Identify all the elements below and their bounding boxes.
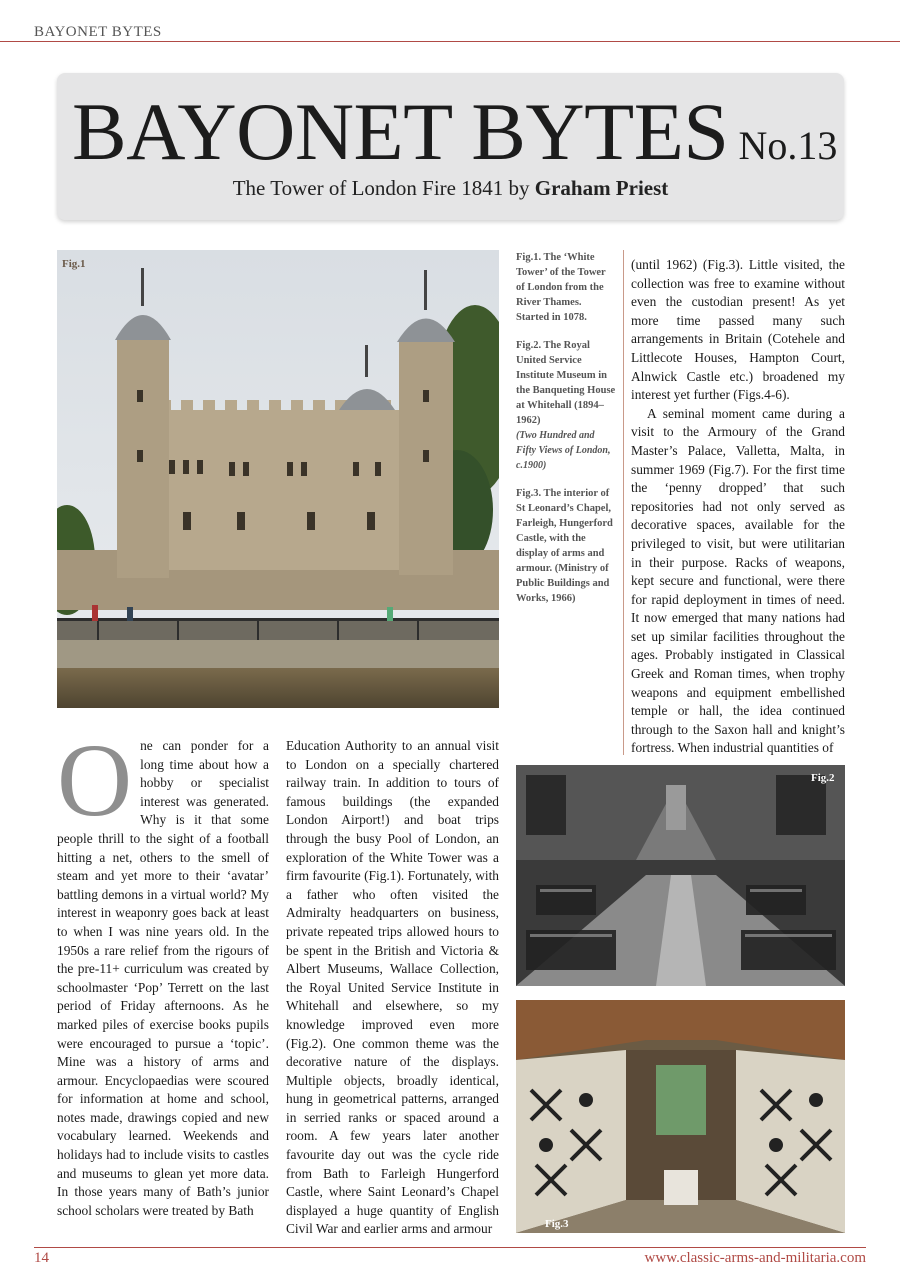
col1-paragraph: ne can ponder for a long time about how a hobby or specialist interest was generated. Why is it that some people thrill to the sight of a football hitting a net, others to the smell of steam and yet more to their ‘avatar’ battling demons in a virtual world? My interest in weaponry goes back at least to when I was nine years old. In the 1950s a rare relief from the rigours of the pre-11+ curriculum was created by schoolmaster ‘Pop’ Terrett on the last period of Friday afternoons. As he marked piles of exercise books pupils were encouraged to pursue a ‘topic’. Mine was a history of arms and armour. Encyclopaedias were scoured for information at home and school, notes made, drawings copied and new vocabulary learned. Weekends and holidays had to include visits to castles and museums to glean yet more data. In those years many of Bath’s junior school scholars were treated by Bath: [57, 738, 269, 1218]
museum-interior-image: [516, 765, 845, 986]
author-name: Graham Priest: [534, 176, 669, 200]
footer-rule: [34, 1247, 866, 1248]
fig3-photo: [516, 1000, 845, 1233]
white-tower-image: [57, 250, 499, 708]
page-title: [72, 85, 837, 179]
fig2-photo: [516, 765, 845, 986]
figure-captions: [516, 250, 616, 619]
col3-paragraph-2: A seminal moment came during a visit to the Armoury of the Grand Master’s Palace, Valletta, Malta, in summer 1969 (Fig.7). For the first time the ‘penny dropped’ that such repositories had not only served as decorative spaces, available for the privileged to visit, but were utilitarian in their purpose. Racks of weapons, kept secure and functional, were there for rapid deployment in times of need. It now emerged that many nations had set up similar facilities throughout the ages. Probably instigated in Classical Greek and Roman times, when trophy weapons and equipment embellished temple or hall, the idea continued through to the Saxon hall and knight’s fortress. When industrial quantities of: [631, 405, 845, 756]
title-text: BAYONET BYTES: [72, 86, 729, 177]
drop-cap: O: [57, 723, 133, 838]
subtitle: [57, 176, 844, 201]
website-link[interactable]: www.classic-arms-and-militaria.com: [644, 1250, 866, 1266]
header-rule: [0, 41, 900, 42]
fig3-label: Fig.3: [545, 1218, 569, 1230]
fig2-credit: (Two Hundred and Fifty Views of London, c.1900): [516, 430, 611, 471]
col2-paragraph: Education Authority to an annual visit to London on a specially chartered railway train. In addition to tours of famous buildings (the expanded London Airport!) and boat trips through the busy Pool of London, an exploration of the White Tower was a firm favourite (Fig.1). Fortunately, with a father who often visited the Admiralty headquarters on business, private repeated trips allowed hours to be spent in the British and Victoria & Albert Museums, Wallace Collection, the Royal United Service Institute in Whitehall and elsewhere, so my knowledge improved even more (Fig.2). One common theme was the decorative nature of the displays. Multiple objects, broadly identical, hung in geometrical patterns, arranged in serried ranks or spaced around a room. A few years later another favourite day out was the cycle ride from Bath to Farleigh Hungerford Castle, where Saint Leonard’s Chapel displayed a huge quantity of English Civil War and earlier arms and armour: [286, 738, 499, 1237]
fig2-caption: Fig.2. The Royal United Service Institute Museum in the Banqueting House at Whitehall (1894–1962): [516, 340, 616, 426]
fig1-label: Fig.1: [62, 258, 86, 270]
fig1-photo: [57, 250, 499, 708]
running-head: BAYONET BYTES: [34, 24, 162, 40]
col3-paragraph-1: (until 1962) (Fig.3). Little visited, the collection was free to examine without even the custodian present! As yet more time passed many such arrangements in Britain (Cotehele and Littlecote Houses, Hampton Court, Alnwick Castle etc.) broadened my interest yet further (Figs.4-6).: [631, 257, 845, 403]
fig2-caption-block: [516, 338, 616, 473]
column-divider: [623, 250, 624, 755]
chapel-interior-image: [516, 1000, 845, 1233]
issue-number: No.13: [738, 123, 838, 168]
title-banner: [57, 73, 844, 220]
article-column-1: [57, 723, 269, 1220]
fig3-caption: Fig.3. The interior of St Leonard’s Chapel, Farleigh, Hungerford Castle, with the display of arms and armour. (Ministry of Public Buildings and Works, 1966): [516, 488, 613, 604]
page-number: 14: [34, 1250, 49, 1266]
article-column-2: [286, 737, 499, 1239]
fig1-caption: Fig.1. The ‘White Tower’ of the Tower of London from the River Thames. Started in 1078.: [516, 252, 606, 323]
article-column-3: [631, 256, 845, 758]
subtitle-text: The Tower of London Fire 1841 by: [232, 176, 530, 200]
fig2-label: Fig.2: [811, 772, 835, 784]
